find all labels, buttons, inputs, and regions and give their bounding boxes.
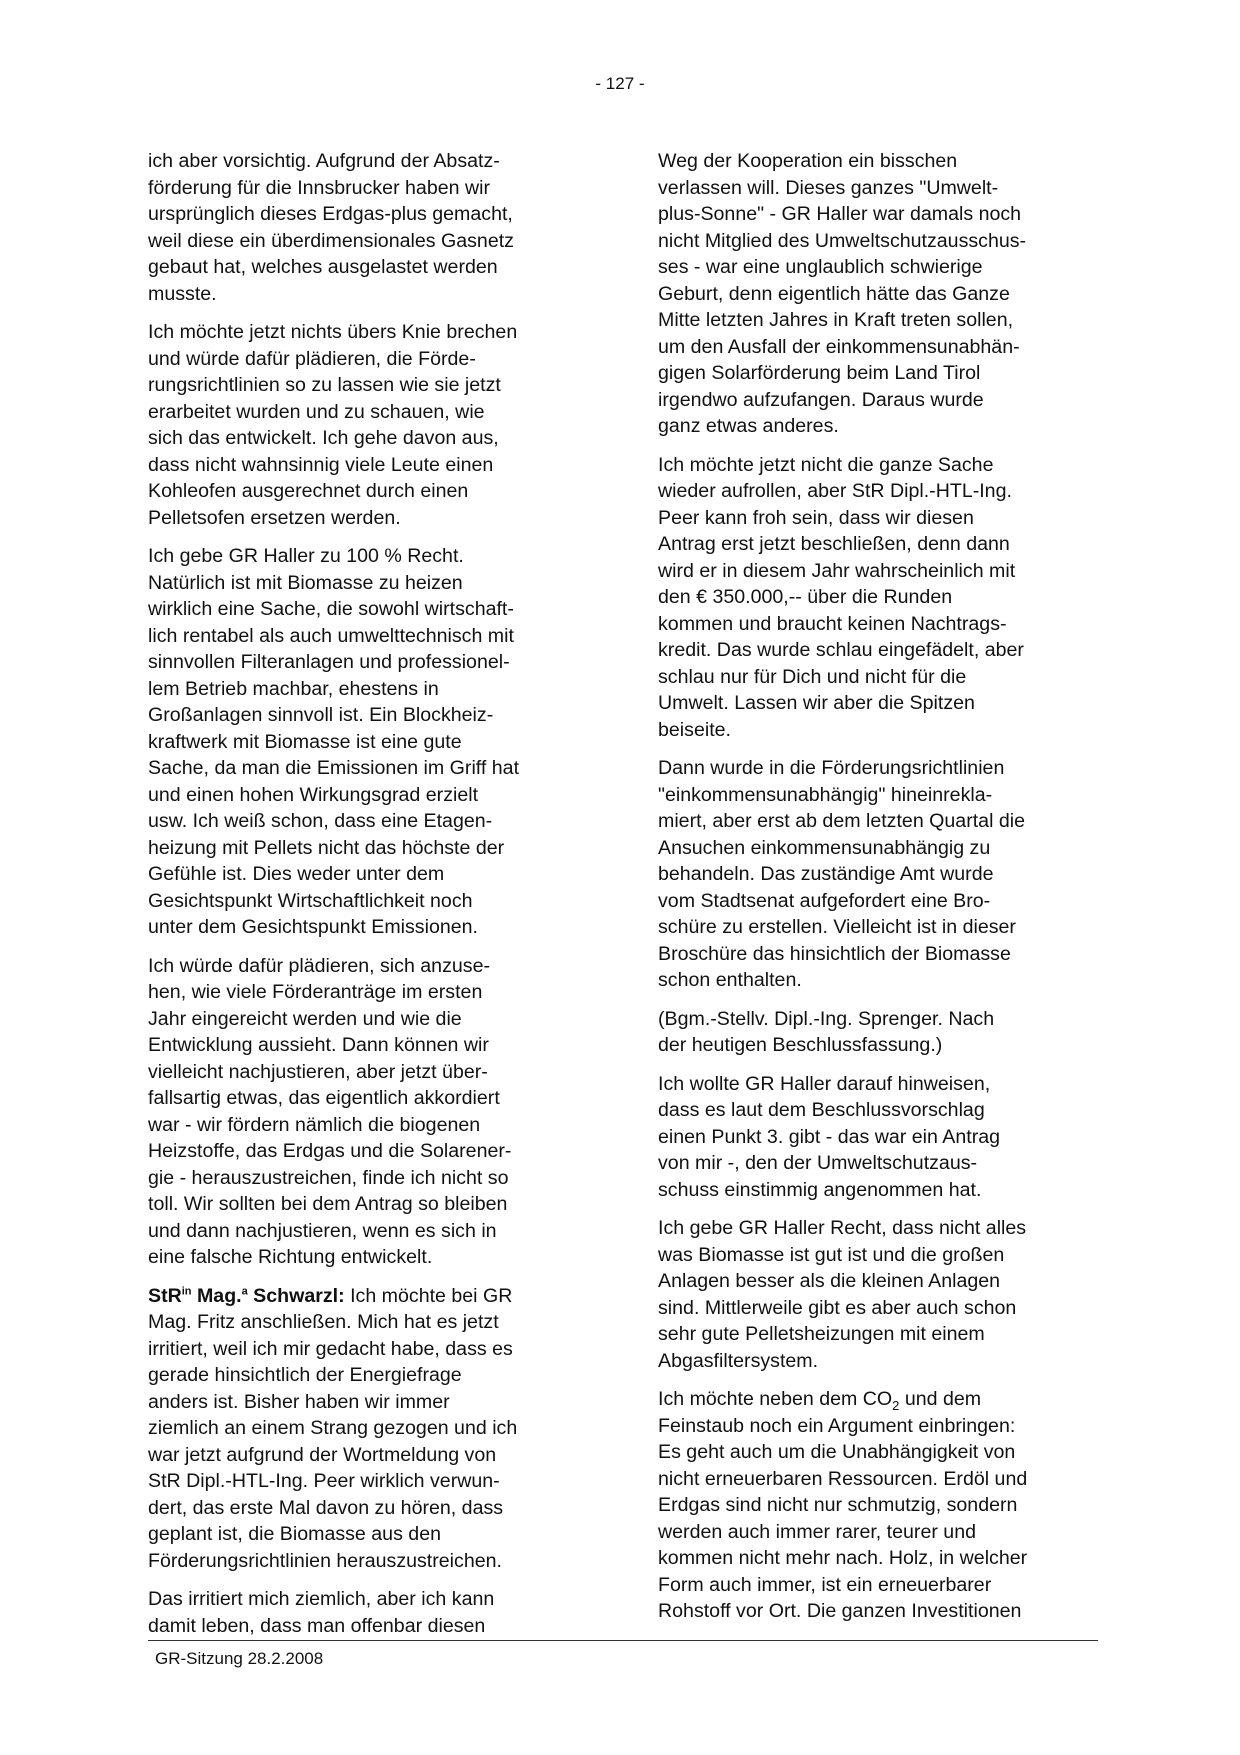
co2-line: Ich möchte neben dem $CO_2$ und dem bbox=[658, 1388, 982, 1413]
text-line: kredit. Das wurde schlau eingefädelt, aber bbox=[658, 639, 1024, 661]
text-line: StR Dipl.-HTL-Ing. Peer wirklich verwun- bbox=[148, 1470, 500, 1492]
text-line: "einkommensunabhängig" hineinrekla- bbox=[658, 783, 993, 806]
text-line: damit leben, dass man offenbar diesen bbox=[148, 1614, 486, 1637]
text-line: Gefühle ist. Dies weder unter dem bbox=[148, 863, 445, 885]
text-line: ganz etwas anderes. bbox=[658, 415, 839, 437]
text-line: kommen und braucht keinen Nachtrags- bbox=[658, 612, 1007, 635]
text-line: sehr gute Pelletsheizungen mit einem bbox=[658, 1323, 985, 1345]
text-line: was Biomasse ist gut ist und die großen bbox=[658, 1243, 1005, 1266]
text-line: wird er in diesem Jahr wahrscheinlich mit bbox=[658, 559, 1016, 582]
text-line: Ich gebe GR Haller Recht, dass nicht alles bbox=[658, 1217, 1027, 1239]
paragraph bbox=[148, 543, 588, 941]
text-line: Rohstoff vor Ort. Die ganzen Investitionen bbox=[658, 1600, 1022, 1622]
text-line: plus-Sonne" - GR Haller war damals noch bbox=[658, 203, 1022, 225]
text-line: irgendwo aufzufangen. Daraus wurde bbox=[658, 388, 984, 411]
paragraph bbox=[148, 148, 588, 307]
text-line: Entwicklung aussieht. Dann können wir bbox=[148, 1034, 489, 1056]
text-line: Mag. Fritz anschließen. Mich hat es jetzt bbox=[148, 1311, 499, 1333]
speaker-name: StR$^{in}$ Mag.$^a$ Schwarzl: bbox=[148, 1284, 345, 1307]
text-line: einen Punkt 3. gibt - das war ein Antrag bbox=[658, 1125, 1001, 1148]
text-line: von mir -, den der Umweltschutzaus- bbox=[658, 1152, 978, 1174]
text-line: musste. bbox=[148, 282, 217, 305]
text-line: den € 350.000,-- über die Runden bbox=[658, 586, 953, 608]
text-line: sich das entwickelt. Ich gehe davon aus, bbox=[148, 427, 499, 449]
text-line: Gesichtspunkt Wirtschaftlichkeit noch bbox=[148, 889, 473, 912]
speaker-paragraph bbox=[148, 1283, 588, 1575]
text-line: Ich möchte jetzt nicht die ganze Sache bbox=[658, 453, 994, 476]
text-line: fallsartig etwas, das eigentlich akkordiert bbox=[148, 1087, 500, 1109]
left-column bbox=[148, 148, 588, 1651]
text-line: Abgasfiltersystem. bbox=[658, 1349, 819, 1372]
text-line: schuss einstimmig angenommen hat. bbox=[658, 1178, 982, 1201]
footer-text: GR-Sitzung 28.2.2008 bbox=[155, 1649, 324, 1668]
text-line: ich aber vorsichtig. Aufgrund der Absatz- bbox=[148, 150, 500, 172]
text-line: miert, aber erst ab dem letzten Quartal die bbox=[658, 810, 1026, 832]
text-line: ziemlich an einem Strang gezogen und ich bbox=[148, 1417, 518, 1439]
text-line: Jahr eingereicht werden und wie die bbox=[148, 1007, 462, 1030]
text-line: verlassen will. Dieses ganzes "Umwelt- bbox=[658, 176, 999, 199]
text-line: Es geht auch um die Unabhängigkeit von bbox=[658, 1441, 1016, 1463]
text-line: Mitte letzten Jahres in Kraft treten sollen, bbox=[658, 309, 1014, 331]
text-line: ursprünglich dieses Erdgas-plus gemacht, bbox=[148, 203, 513, 225]
text-line: gie - herauszustreichen, finde ich nicht so bbox=[148, 1166, 509, 1189]
text-line: ses - war eine unglaublich schwierige bbox=[658, 256, 983, 278]
paragraph bbox=[658, 1215, 1098, 1374]
text-line: sind. Mittlerweile gibt es aber auch schon bbox=[658, 1296, 1017, 1319]
text-line: geplant ist, die Biomasse aus den bbox=[148, 1523, 441, 1545]
text-line: werden auch immer rarer, teurer und bbox=[658, 1520, 976, 1543]
paragraph bbox=[658, 452, 1098, 744]
text-line: eine falsche Richtung entwickelt. bbox=[148, 1246, 433, 1268]
text-line: Geburt, denn eigentlich hätte das Ganze bbox=[658, 282, 1010, 305]
text-line: Umwelt. Lassen wir aber die Spitzen bbox=[658, 692, 975, 714]
text-line: war - wir fördern nämlich die biogenen bbox=[148, 1113, 481, 1136]
text-line: förderung für die Innsbrucker haben wir bbox=[148, 176, 490, 199]
text-line: und würde dafür plädieren, die Förde- bbox=[148, 347, 476, 370]
text-line: gerade hinsichtlich der Energiefrage bbox=[148, 1364, 462, 1386]
text-line: und einen hohen Wirkungsgrad erzielt bbox=[148, 783, 479, 806]
paragraph bbox=[148, 953, 588, 1271]
text-line: (Bgm.-Stellv. Dipl.-Ing. Sprenger. Nach bbox=[658, 1007, 995, 1030]
page-number: - 127 - bbox=[595, 74, 645, 93]
text-line: Broschüre das hinsichtlich der Biomasse bbox=[658, 942, 1011, 965]
text-line: Weg der Kooperation ein bisschen bbox=[658, 150, 958, 172]
text-line: anders ist. Bisher haben wir immer bbox=[148, 1390, 450, 1413]
text-line: gebaut hat, welches ausgelastet werden bbox=[148, 256, 498, 278]
text-line: Anlagen besser als die kleinen Anlagen bbox=[658, 1270, 1001, 1292]
text-line: Pelletsofen ersetzen werden. bbox=[148, 506, 401, 529]
text-line: Ansuchen einkommensunabhängig zu bbox=[658, 836, 991, 859]
text-line: hen, wie viele Förderanträge im ersten bbox=[148, 981, 483, 1003]
text-line: Großanlagen sinnvoll ist. Ein Blockheiz- bbox=[148, 704, 494, 726]
text-line: wieder aufrollen, aber StR Dipl.-HTL-Ing. bbox=[658, 480, 1012, 502]
text-line: usw. Ich weiß schon, dass eine Etagen- bbox=[148, 810, 493, 832]
text-line: schüre zu erstellen. Vielleicht ist in dieser bbox=[658, 916, 1016, 938]
text-line: dass es laut dem Beschlussvorschlag bbox=[658, 1099, 985, 1121]
text-line: kraftwerk mit Biomasse ist eine gute bbox=[148, 730, 462, 753]
text-line: Feinstaub noch ein Argument einbringen: bbox=[658, 1414, 1016, 1437]
text-line: nicht Mitglied des Umweltschutzausschus- bbox=[658, 229, 1027, 252]
text-line: lem Betrieb machbar, ehestens in bbox=[148, 677, 439, 700]
text-line: nicht erneuerbaren Ressourcen. Erdöl und bbox=[658, 1467, 1028, 1490]
text-line: um den Ausfall der einkommensunabhän- bbox=[658, 335, 1020, 358]
text-line: unter dem Gesichtspunkt Emissionen. bbox=[148, 916, 478, 938]
text-line: vom Stadtsenat aufgefordert eine Bro- bbox=[658, 889, 991, 912]
text-line: wirklich eine Sache, die sowohl wirtschaft- bbox=[148, 598, 514, 620]
text-line: rungsrichtlinien so zu lassen wie sie jetzt bbox=[148, 374, 501, 396]
paragraph bbox=[658, 148, 1098, 440]
text-line: beiseite. bbox=[658, 718, 731, 741]
text-line: und dann nachjustieren, wenn es sich in bbox=[148, 1219, 497, 1242]
text-line: weil diese ein überdimensionales Gasnetz bbox=[148, 229, 514, 252]
text-line: Ich möchte jetzt nichts übers Knie brechen bbox=[148, 321, 518, 343]
interjection-paragraph bbox=[658, 1006, 1098, 1059]
text-line: Ich würde dafür plädieren, sich anzuse- bbox=[148, 954, 490, 977]
text-line: irritiert, weil ich mir gedacht habe, dass es bbox=[148, 1337, 513, 1360]
text-line: Antrag erst jetzt beschließen, denn dann bbox=[658, 533, 1010, 555]
text-line: Form auch immer, ist ein erneuerbarer bbox=[658, 1573, 992, 1596]
text-line: heizung mit Pellets nicht das höchste der bbox=[148, 836, 505, 859]
speaker-line: StR$^{in}$ Mag.$^a$ Schwarzl: Ich möchte bei GR bbox=[148, 1284, 513, 1307]
text-line: sinnvollen Filteranlagen und professionel- bbox=[148, 651, 510, 673]
right-column bbox=[658, 148, 1098, 1637]
text-line: Sache, da man die Emissionen im Griff hat bbox=[148, 757, 520, 779]
text-line: Peer kann froh sein, dass wir diesen bbox=[658, 506, 974, 529]
text-line: war jetzt aufgrund der Wortmeldung von bbox=[148, 1443, 497, 1466]
text-line: lich rentabel als auch umwelttechnisch mit bbox=[148, 624, 514, 647]
text-line: dert, das erste Mal davon zu hören, dass bbox=[148, 1496, 504, 1519]
text-line: gigen Solarförderung beim Land Tirol bbox=[658, 362, 981, 384]
footer-rule bbox=[148, 1640, 1098, 1641]
text-line: behandeln. Das zuständige Amt wurde bbox=[658, 863, 994, 885]
text-line: Dann wurde in die Förderungsrichtlinien bbox=[658, 757, 1005, 779]
paragraph bbox=[658, 1071, 1098, 1204]
text-line: dass nicht wahnsinnig viele Leute einen bbox=[148, 453, 494, 476]
text-line: toll. Wir sollten bei dem Antrag so bleiben bbox=[148, 1193, 508, 1215]
text-line: Das irritiert mich ziemlich, aber ich kann bbox=[148, 1588, 495, 1610]
text-line: Heizstoffe, das Erdgas und die Solarener- bbox=[148, 1140, 512, 1162]
text-line: der heutigen Beschlussfassung.) bbox=[658, 1034, 943, 1056]
text-line: schlau nur für Dich und nicht für die bbox=[658, 665, 967, 688]
text-line: Ich gebe GR Haller zu 100 % Recht. bbox=[148, 545, 464, 567]
text-line: kommen nicht mehr nach. Holz, in welcher bbox=[658, 1547, 1028, 1569]
text-line: Erdgas sind nicht nur schmutzig, sondern bbox=[658, 1494, 1018, 1516]
paragraph bbox=[148, 319, 588, 531]
text-line: schon enthalten. bbox=[658, 969, 802, 991]
text-line: Förderungsrichtlinien herauszustreichen. bbox=[148, 1549, 502, 1572]
paragraph bbox=[148, 1586, 588, 1639]
text-line: Kohleofen ausgerechnet durch einen bbox=[148, 480, 469, 502]
text-line: erarbeitet wurden und zu schauen, wie bbox=[148, 400, 485, 423]
text-line: Ich wollte GR Haller darauf hinweisen, bbox=[658, 1072, 991, 1095]
paragraph bbox=[658, 755, 1098, 994]
text-line: Natürlich ist mit Biomasse zu heizen bbox=[148, 571, 463, 594]
paragraph bbox=[658, 1386, 1098, 1625]
text-line: vielleicht nachjustieren, aber jetzt über- bbox=[148, 1060, 488, 1083]
